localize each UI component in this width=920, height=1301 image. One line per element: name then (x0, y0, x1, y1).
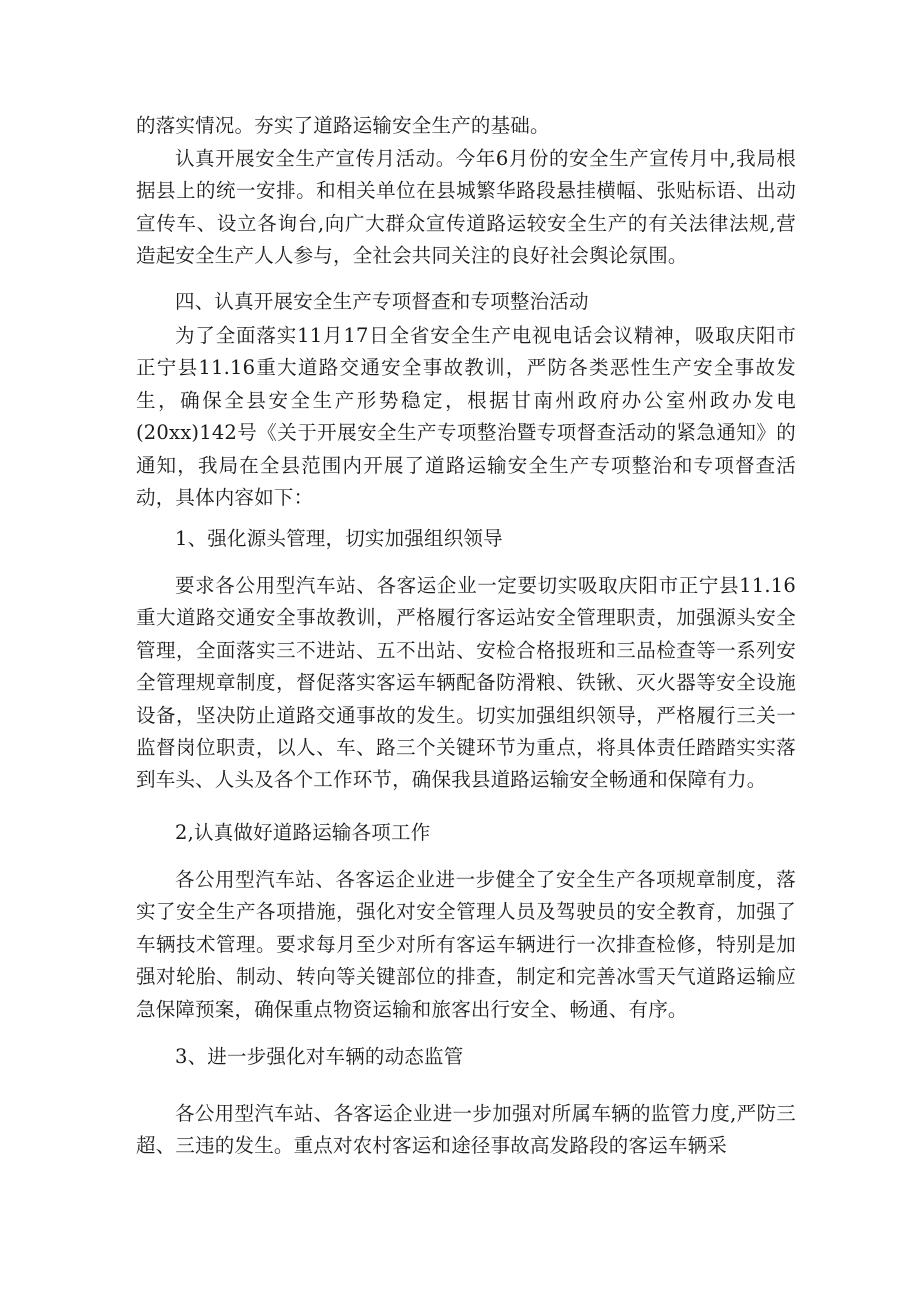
subheading-3: 3、进一步强化对车辆的动态监管 (175, 1045, 464, 1068)
paragraph-dynamic-supervision: 各公用型汽车站、各客运企业进一步加强对所属车辆的监管力度,严防三超、三违的发生。重点对农村客运和途径事故高发路段的客运车辆采 (136, 1102, 796, 1158)
paragraph-transport-work: 各公用型汽车站、各客运企业进一步健全了安全生产各项规章制度，落实了安全生产各项措施，强化对安全管理人员及驾驶员的安全教育，加强了车辆技术管理。要求每月至少对所有客运车辆进行一次排查检修，特别是加强对轮胎、制动、转向等关键部位的排查，制定和完善冰雪天气道路运输应急保障预案，确保重点物资运输和旅客出行安全、畅通、有序。 (136, 868, 796, 1021)
paragraph-continuation: 的落实情况。夯实了道路运输安全生产的基础。 (136, 114, 550, 137)
subheading-1: 1、强化源头管理，切实加强组织领导 (175, 527, 503, 550)
paragraph-publicity-month: 认真开展安全生产宣传月活动。今年6月份的安全生产宣传月中,我局根据县上的统一安排。和相关单位在县城繁华路段悬挂横幅、张贴标语、出动宣传车、设立各询台,向广大群众宣传道路运较安全生产的有关法律法规,营造起安全生产人人参与，全社会共同关注的良好社会舆论氛围。 (136, 147, 796, 268)
subheading-2: 2,认真做好道路运输各项工作 (175, 821, 431, 844)
paragraph-source-management: 要求各公用型汽车站、各客运企业一定要切实吸取庆阳市正宁县11.16重大道路交通安全事故教训，严格履行客运站安全管理职责，加强源头安全管理，全面落实三不进站、五不出站、安检合格报班和三品检查等一系列安全管理规章制度，督促落实客运车辆配备防滑粮、铁锹、灭火器等安全设施设备，坚决防止道路交通事故的发生。切实加强组织领导，严格履行三关一监督岗位职责，以人、车、路三个关键环节为重点，将具体责任踏踏实实落到车头、人头及各个工作环节，确保我县道路运输安全畅通和保障有力。 (136, 574, 796, 792)
paragraph-special-rectification: 为了全面落实11月17日全省安全生产电视电话会议精神，吸取庆阳市正宁县11.16重大道路交通安全事故教训，严防各类恶性生产安全事故发生，确保全县安全生产形势稳定，根据甘南州政府办公室州政办发电(20xx)142号《关于开展安全生产专项整治暨专项督查活动的紧急通知》的通知，我局在全县范围内开展了道路运输安全生产专项整治和专项督查活动，具体内容如下： (136, 324, 796, 510)
section-heading-four: 四、认真开展安全生产专项督查和专项整治活动 (175, 290, 589, 313)
